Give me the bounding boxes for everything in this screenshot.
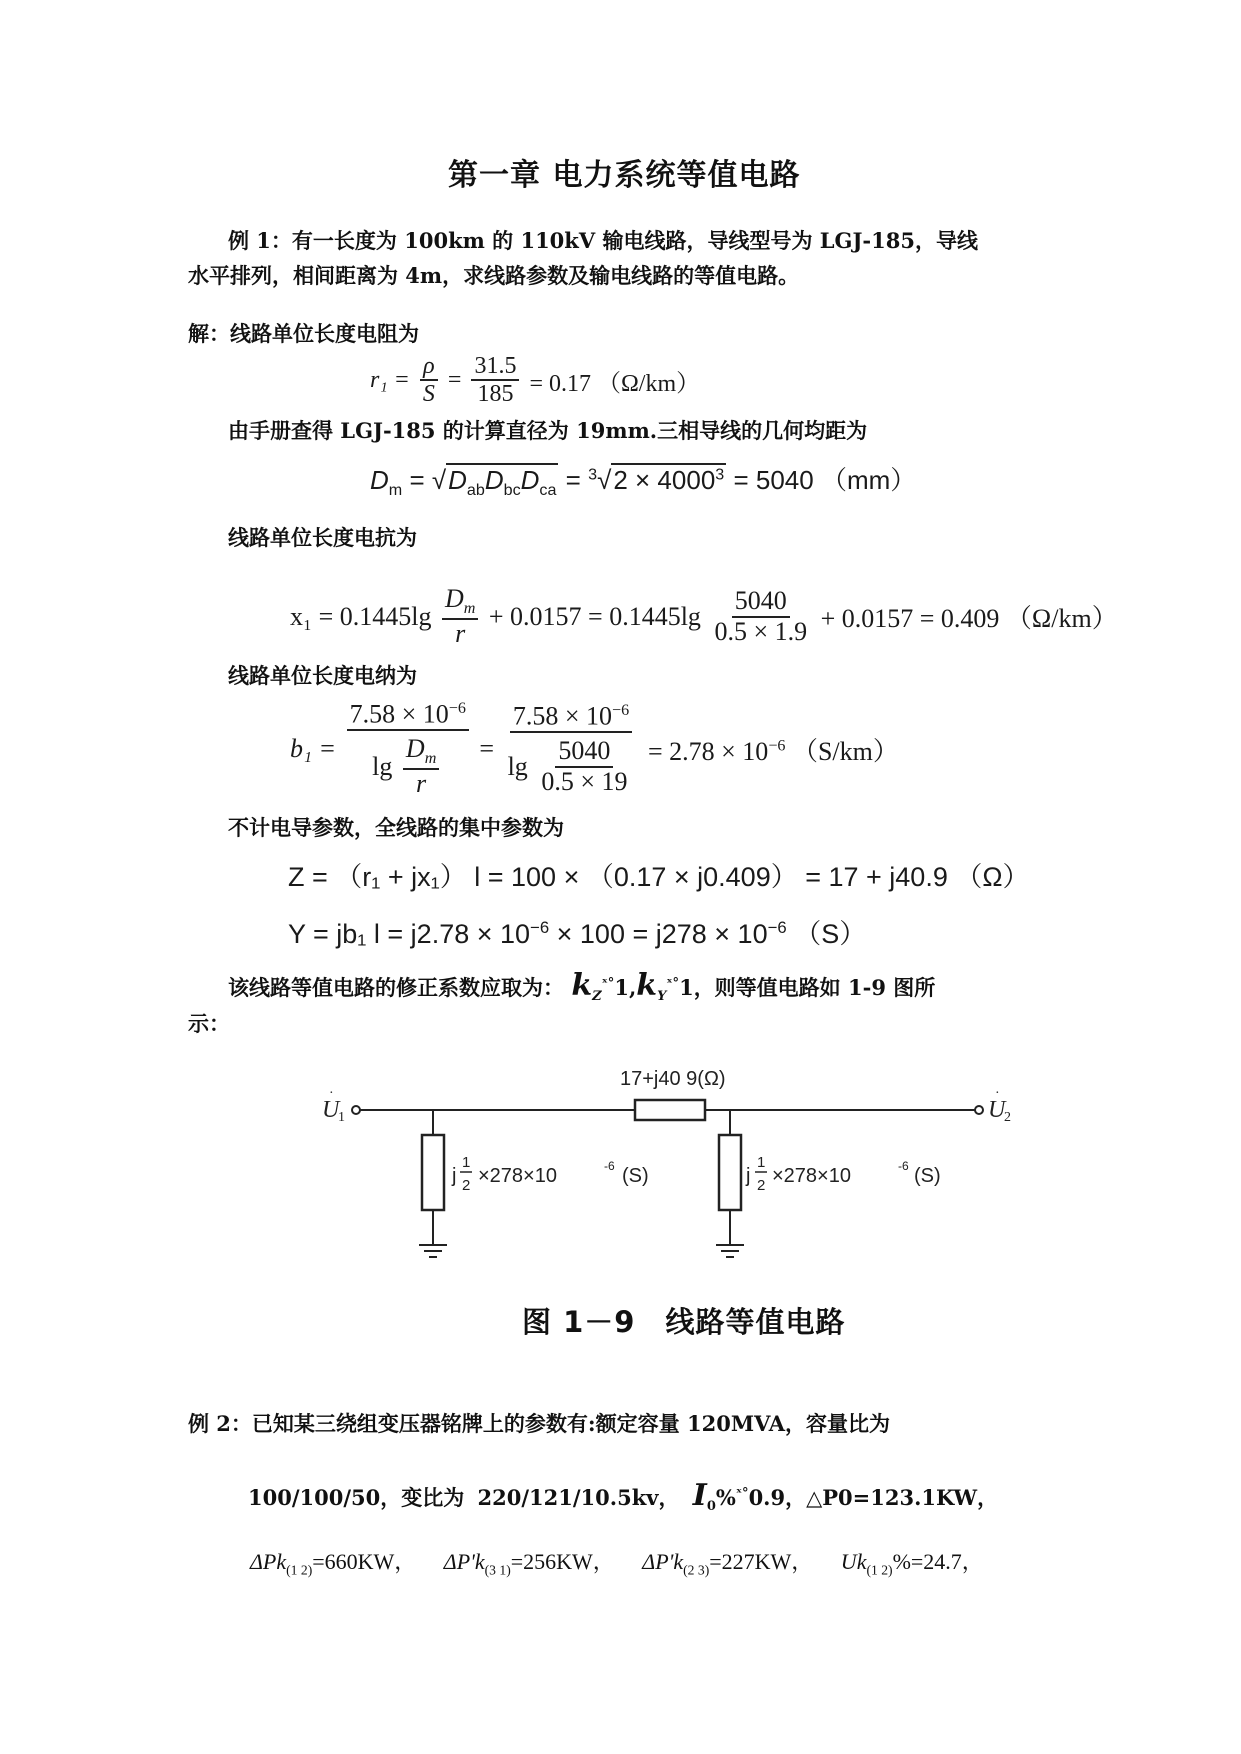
b1-fraction-2 [505, 702, 638, 796]
u1-subscript: 1 [338, 1110, 345, 1125]
fraction-numerator: 5040 [732, 587, 790, 618]
square-root: $√D_{ab}D_{bc}D_{ca}$ [431, 465, 557, 500]
loss-item: $\Delta P'k_{(3 1)}=256KW$， [443, 1549, 615, 1578]
admittance-equation [288, 912, 866, 951]
figure-reference-text: ，则等值电路如 1-9 图所 [693, 975, 936, 1000]
equivalent-circuit-diagram [300, 1055, 1070, 1280]
d-symbol: D [448, 465, 467, 495]
correction-text: 该线路等值电路的修正系数应取为： [228, 975, 564, 1000]
loss-item: $\Delta P'k_{(2 3)}=227KW$， [642, 1549, 814, 1578]
left-ground-icon [419, 1245, 447, 1257]
b1-result: = $2.78 \times 10^{-6}$ （S/km） [647, 736, 899, 766]
correction-line-2: 示： [188, 1011, 230, 1036]
right-half-numerator: 1 [757, 1154, 766, 1171]
equals-sign: = [447, 366, 462, 393]
admittance-part-a: Y = jb₁ l = j2.78 × 10 [288, 919, 531, 949]
dm-result: = 5040 （mm） [733, 465, 917, 495]
loss-item: ΔPk$_{(1 2)}$=660KW， [250, 1549, 417, 1578]
left-terminal [352, 1106, 360, 1114]
i0-symbol: I [692, 1478, 707, 1513]
equals-sign: = [479, 734, 495, 764]
fraction-numerator: ρ [420, 353, 438, 381]
voltage-item: $Uk_{(1 2)}\%=24.7$， [840, 1549, 984, 1578]
resistance-equation [370, 353, 700, 408]
d-symbol: D [484, 465, 504, 495]
lumped-parameters-text: 不计电导参数，全线路的集中参数为 [228, 815, 564, 840]
dm-over-r-fraction [442, 585, 478, 649]
example-2-line-3 [250, 1545, 984, 1578]
root-index: 3 [588, 465, 598, 484]
ky-value: 1 [679, 975, 694, 1000]
b1-fraction-1 [347, 700, 469, 799]
r1-lhs: r₁ = [370, 366, 410, 393]
reactance-text: 线路单位长度电抗为 [228, 525, 417, 550]
u2-phasor-dot: · [995, 1086, 1000, 1101]
fraction-denominator: S [422, 381, 435, 408]
right-shunt-unit: (S) [914, 1165, 941, 1187]
right-shunt-exponent: -6 [898, 1159, 909, 1173]
exponent: −6 [530, 918, 550, 937]
equals-sign: = [565, 465, 589, 495]
capacity-ratio-text: 100/100/50，变比为 220/121/10.5kv， [248, 1485, 680, 1510]
u1-label: U [322, 1097, 340, 1123]
sub-ab: ab [466, 481, 485, 500]
figure-caption: 图 1－9 线路等值电路 [522, 1305, 846, 1339]
left-shunt-j: j [452, 1165, 457, 1187]
fraction-denominator: 0.5 × 1.9 [714, 616, 808, 646]
right-ground-icon [716, 1245, 744, 1257]
kz-subscript: Z [592, 989, 602, 1005]
right-terminal [975, 1106, 983, 1114]
separator: , [628, 975, 637, 1000]
geometric-mean-distance-equation [370, 460, 916, 500]
x1-lhs: x₁ = 0.1445lg [290, 601, 432, 631]
i0-subscript: 0 [706, 1499, 716, 1515]
impedance-equation: Z = （r₁ + jx₁） l = 100 × （0.17 × j0.409） = 17 + j40.9 （Ω） [288, 862, 1030, 892]
b1-lhs: b₁ = [290, 734, 337, 764]
approx-mark: ˣ° [735, 1486, 749, 1501]
sub-bc: bc [503, 481, 521, 500]
rho-over-s-fraction [420, 353, 438, 408]
example-2-line-2 [248, 1478, 998, 1514]
x1-result: + 0.0157 = 0.409 （Ω/km） [820, 604, 1118, 634]
left-shunt-unit: (S) [622, 1165, 649, 1187]
example-2-line-1: 例 2：已知某三绕组变压器铭牌上的参数有:额定容量 120MVA，容量比为 [188, 1411, 891, 1436]
series-impedance [635, 1100, 705, 1120]
ky-subscript: Y [657, 989, 667, 1005]
solution-heading: 解：线路单位长度电阻为 [188, 321, 419, 346]
fraction-numerator: 31.5 [471, 353, 519, 381]
exponent: −6 [767, 918, 787, 937]
percent-sign: % [715, 1485, 736, 1510]
u2-label: U [988, 1097, 1006, 1123]
left-shunt-value: ×278×10 [478, 1165, 557, 1187]
susceptance-text: 线路单位长度电纳为 [228, 663, 417, 688]
fraction-denominator: lg $\frac{5040}{0.5 \times 19}$ [507, 736, 628, 796]
fraction-denominator: lg $\frac{D_m}{r}$ [369, 731, 446, 799]
admittance-unit: （S） [786, 919, 867, 949]
equals-sign: = [409, 465, 432, 495]
u1-phasor-dot: · [329, 1086, 334, 1101]
susceptance-equation [290, 700, 899, 799]
right-shunt-j: j [746, 1165, 751, 1187]
reactance-equation [290, 585, 1118, 649]
fraction-denominator: 185 [477, 381, 514, 408]
fraction-denominator: r [455, 618, 466, 648]
right-shunt-value: ×278×10 [772, 1165, 851, 1187]
fraction-numerator: $7.58 \times 10^{-6}$ [347, 700, 469, 731]
cube-power: 3 [715, 465, 725, 484]
handbook-text: 由手册查得 LGJ-185 的计算直径为 19mm.三相导线的几何均距为 [228, 418, 868, 443]
left-shunt-admittance [422, 1135, 444, 1210]
fraction-numerator: $7.58 \times 10^{-6}$ [510, 702, 632, 733]
d-symbol: D [520, 465, 540, 495]
example-1-line-1: 例 1：有一长度为 100km 的 110kV 输电线路，导线型号为 LGJ-185，导线 [228, 228, 978, 253]
kz-symbol: k [571, 968, 593, 1003]
dm-subscript: m [388, 481, 403, 500]
page-title: 第一章 电力系统等值电路 [448, 158, 801, 193]
approx-mark: ˣ° [601, 976, 615, 991]
r1-result: = 0.17 （Ω/km） [529, 370, 701, 397]
ky-symbol: k [636, 968, 658, 1003]
left-shunt-exponent: -6 [604, 1159, 615, 1173]
u2-subscript: 2 [1004, 1110, 1011, 1125]
fraction-numerator: $D_m$ [442, 585, 478, 620]
approx-mark: ˣ° [666, 976, 680, 991]
value-fraction [711, 587, 810, 646]
value-fraction [471, 353, 519, 408]
series-impedance-label: 17+j40 9(Ω) [620, 1068, 726, 1090]
right-half-denominator: 2 [757, 1177, 766, 1194]
correction-coefficient-line [228, 968, 935, 1004]
cube-root: $^3√2 \times 4000^3$ [588, 465, 725, 495]
cube-radicand: 2 × 4000 [613, 465, 716, 495]
no-load-loss-text: 0.9，△P0=123.1KW， [748, 1485, 999, 1510]
sub-ca: ca [539, 481, 557, 500]
admittance-part-b: × 100 = j278 × 10 [549, 919, 768, 949]
x1-middle: + 0.0157 = 0.1445lg [488, 601, 701, 631]
left-half-denominator: 2 [462, 1177, 471, 1194]
right-shunt-admittance [719, 1135, 741, 1210]
kz-value: 1 [614, 975, 629, 1000]
example-1-line-2: 水平排列，相间距离为 4m，求线路参数及输电线路的等值电路。 [188, 263, 800, 288]
dm-symbol: D [370, 465, 389, 495]
left-half-numerator: 1 [462, 1154, 471, 1171]
